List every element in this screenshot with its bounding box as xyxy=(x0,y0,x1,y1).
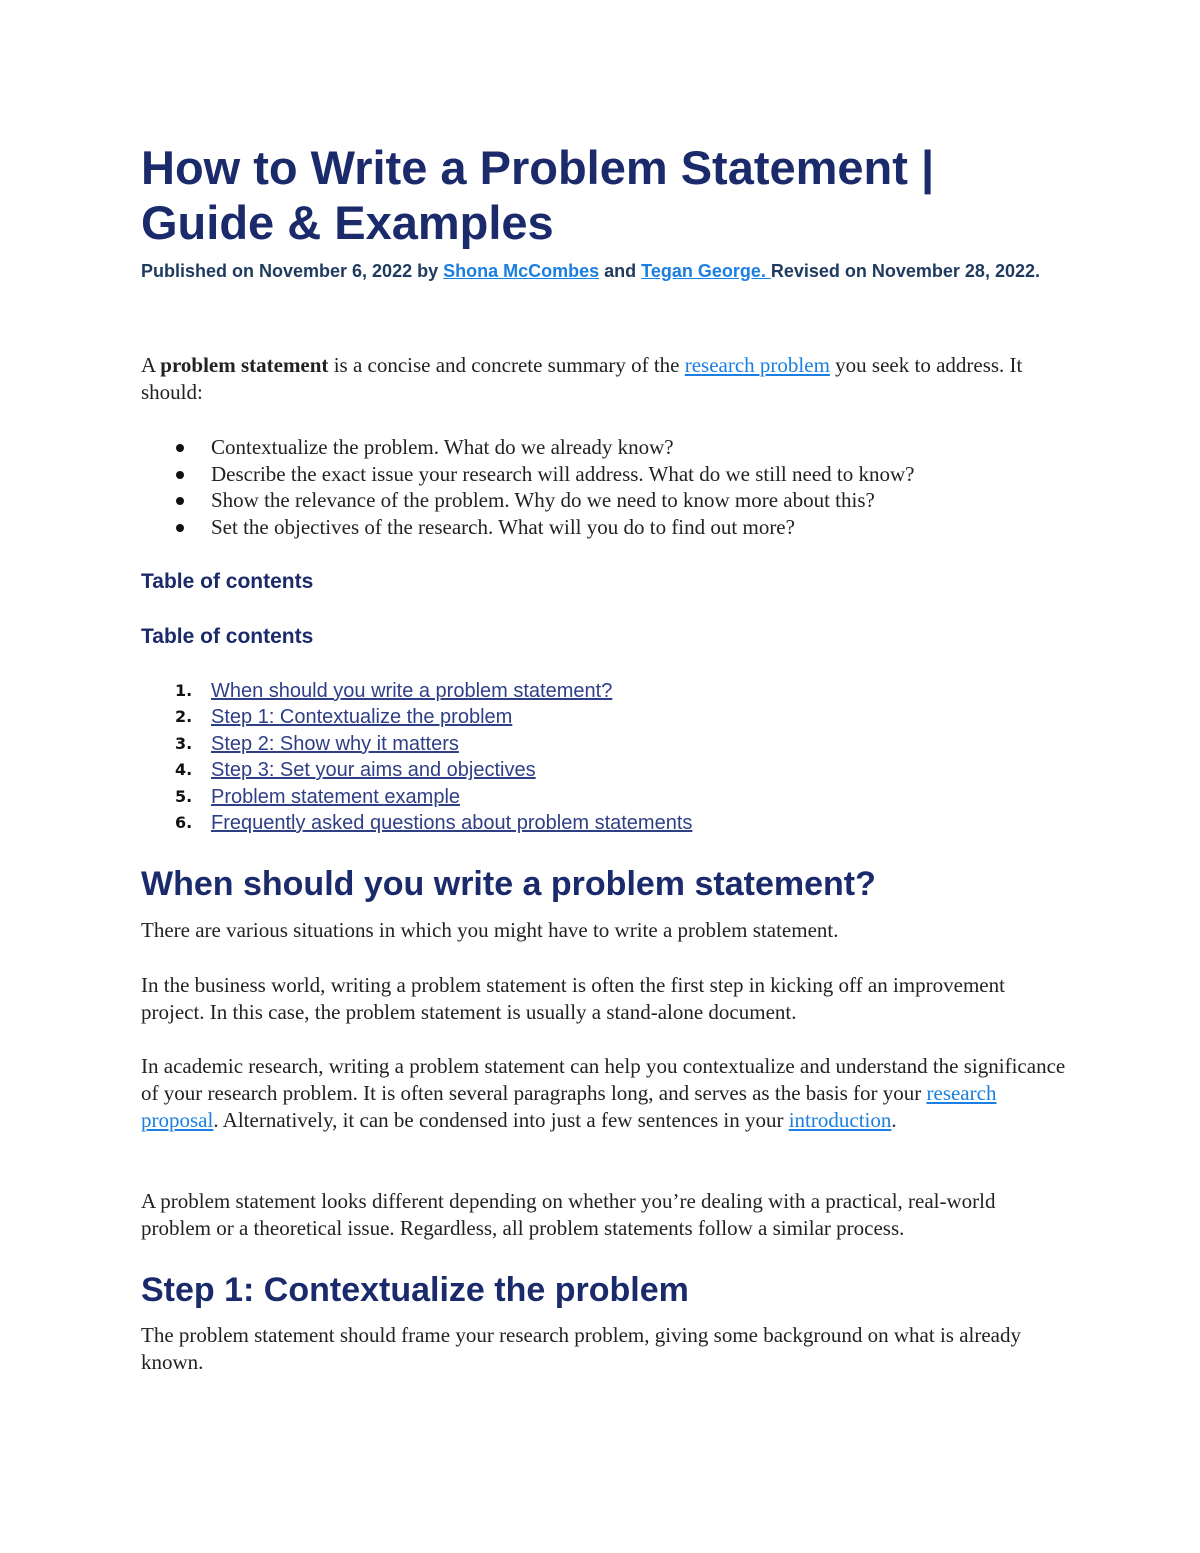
section-heading-when: When should you write a problem statement? xyxy=(141,865,876,903)
intro-paragraph xyxy=(141,352,1066,406)
text: In academic research, writing a problem statement can help you contextualize and understand the significance of your research problem. It is often several paragraphs long, and serves as the basis for your xyxy=(141,1054,1066,1105)
list-item: Describe the exact issue your research will address. What do we still need to know? xyxy=(141,461,1066,488)
author-link-shona[interactable]: Shona McCombes xyxy=(443,261,600,281)
toc-number: 4. xyxy=(175,760,193,780)
toc-link[interactable]: Problem statement example xyxy=(211,785,461,808)
objectives-list xyxy=(141,434,1066,541)
published-text: Published on November 6, 2022 by xyxy=(141,261,444,281)
toc-item xyxy=(141,810,1066,836)
text: . xyxy=(891,1108,897,1132)
toc-number: 6. xyxy=(175,813,193,833)
text: . Alternatively, it can be condensed into just a few sentences in your xyxy=(213,1108,789,1132)
list-item: Show the relevance of the problem. Why do we need to know more about this? xyxy=(141,487,1066,514)
page-title: How to Write a Problem Statement | Guide & Examples xyxy=(141,141,935,249)
toc-item xyxy=(141,704,1066,730)
toc-item xyxy=(141,678,1066,704)
toc-item xyxy=(141,757,1066,783)
list-item: Contextualize the problem. What do we already know? xyxy=(141,434,1066,461)
research-proposal-link[interactable]: research proposal xyxy=(141,1081,997,1132)
text: is a concise and concrete summary of the xyxy=(328,353,685,377)
toc-heading: Table of contents xyxy=(141,570,314,593)
toc-link[interactable]: When should you write a problem statement? xyxy=(211,680,613,702)
author-link-tegan[interactable]: Tegan George. xyxy=(641,261,771,281)
introduction-link[interactable]: introduction xyxy=(788,1108,892,1132)
paragraph xyxy=(141,1053,1066,1134)
toc-number: 1. xyxy=(175,681,193,700)
paragraph: The problem statement should frame your research problem, giving some background on what is already known. xyxy=(141,1323,1021,1374)
toc-link[interactable]: Step 2: Show why it matters xyxy=(211,732,459,755)
section-heading-step1: Step 1: Contextualize the problem xyxy=(141,1271,689,1309)
text: you seek to address. It should: xyxy=(141,353,1023,404)
term-bold: problem statement xyxy=(160,353,329,377)
paragraph: In the business world, writing a problem statement is often the first step in kicking off an improvement project. In this case, the problem statement is usually a stand-alone document. xyxy=(141,973,1005,1024)
toc-link[interactable]: Step 1: Contextualize the problem xyxy=(211,706,513,729)
toc-item xyxy=(141,784,1066,810)
paragraph: There are various situations in which you might have to write a problem statement. xyxy=(141,918,839,942)
research-problem-link[interactable]: research problem xyxy=(684,353,830,377)
revised-text: Revised on November 28, 2022. xyxy=(770,261,1040,281)
and-text: and xyxy=(599,261,642,281)
toc-link[interactable]: Step 3: Set your aims and objectives xyxy=(211,759,536,782)
toc-number: 5. xyxy=(175,786,193,806)
list-item: Set the objectives of the research. What will you do to find out more? xyxy=(141,514,1066,541)
toc-link[interactable]: Frequently asked questions about problem statements xyxy=(211,812,693,835)
toc-heading: Table of contents xyxy=(141,625,314,648)
toc-item xyxy=(141,731,1066,757)
toc-number: 3. xyxy=(175,733,193,753)
text: A xyxy=(141,353,161,377)
table-of-contents xyxy=(141,678,1066,836)
paragraph: A problem statement looks different depending on whether you’re dealing with a practical, real-world problem or a theoretical issue. Regardless, all problem statements follow a similar process. xyxy=(141,1189,996,1240)
toc-number: 2. xyxy=(175,707,193,727)
publication-meta xyxy=(141,260,1041,282)
